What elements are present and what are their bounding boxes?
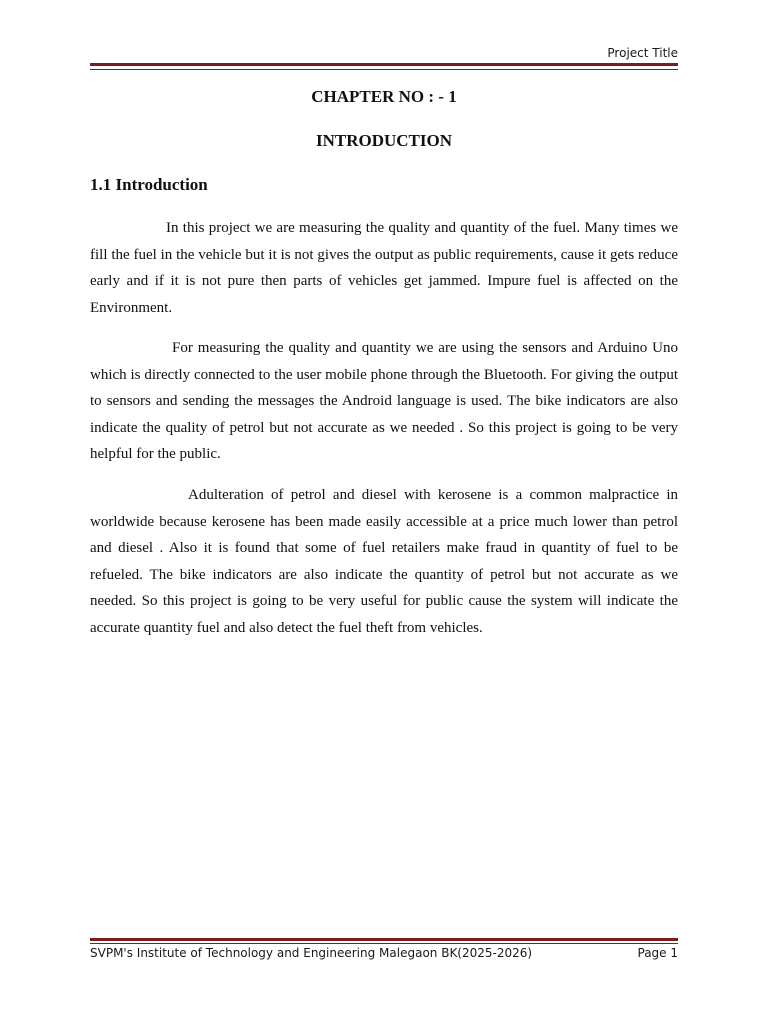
- paragraph-2: For measuring the quality and quantity we are using the sensors and Arduino Uno which is directly connected to the user mobile phone through the Bluetooth. For giving the output to sensors and sending the messages the Android language is used. The bike indicators are also indicate the quality of petrol but not accurate as we needed . So this project is going to be very helpful for the public.: [90, 340, 678, 462]
- footer-page-number: Page 1: [637, 946, 678, 960]
- footer-rule-thin: [90, 943, 678, 944]
- footer-rule-thick: [90, 938, 678, 941]
- chapter-title: INTRODUCTION: [315, 131, 453, 150]
- paragraph-3: Adulteration of petrol and diesel with kerosene is a common malpractice in worldwide because kerosene has been made easily accessible at a price much lower than petrol and diesel . Also it is found that some of fuel retailers make fraud in quantity of fuel to be refueled. The bike indicators are also indicate the quantity of petrol but not accurate as we needed. So this project is going to be very useful for public cause the system will indicate the accurate quantity fuel and also detect the fuel theft from vehicles.: [90, 487, 678, 636]
- footer-institute: SVPM's Institute of Technology and Engineering Malegaon BK(2025-2026): [90, 946, 533, 960]
- header-rule-thick: [90, 63, 678, 66]
- paragraph-1: In this project we are measuring the quality and quantity of the fuel. Many times we fill the fuel in the vehicle but it is not gives the output as public requirements, cause it gets reduce early and if it is not pure then parts of vehicles get jammed. Impure fuel is affected on the Environment.: [90, 220, 678, 316]
- header-rule-thin: [90, 69, 678, 70]
- chapter-number: CHAPTER NO : - 1: [311, 87, 457, 106]
- section-heading: 1.1 Introduction: [90, 175, 208, 194]
- header-title: Project Title: [607, 46, 678, 60]
